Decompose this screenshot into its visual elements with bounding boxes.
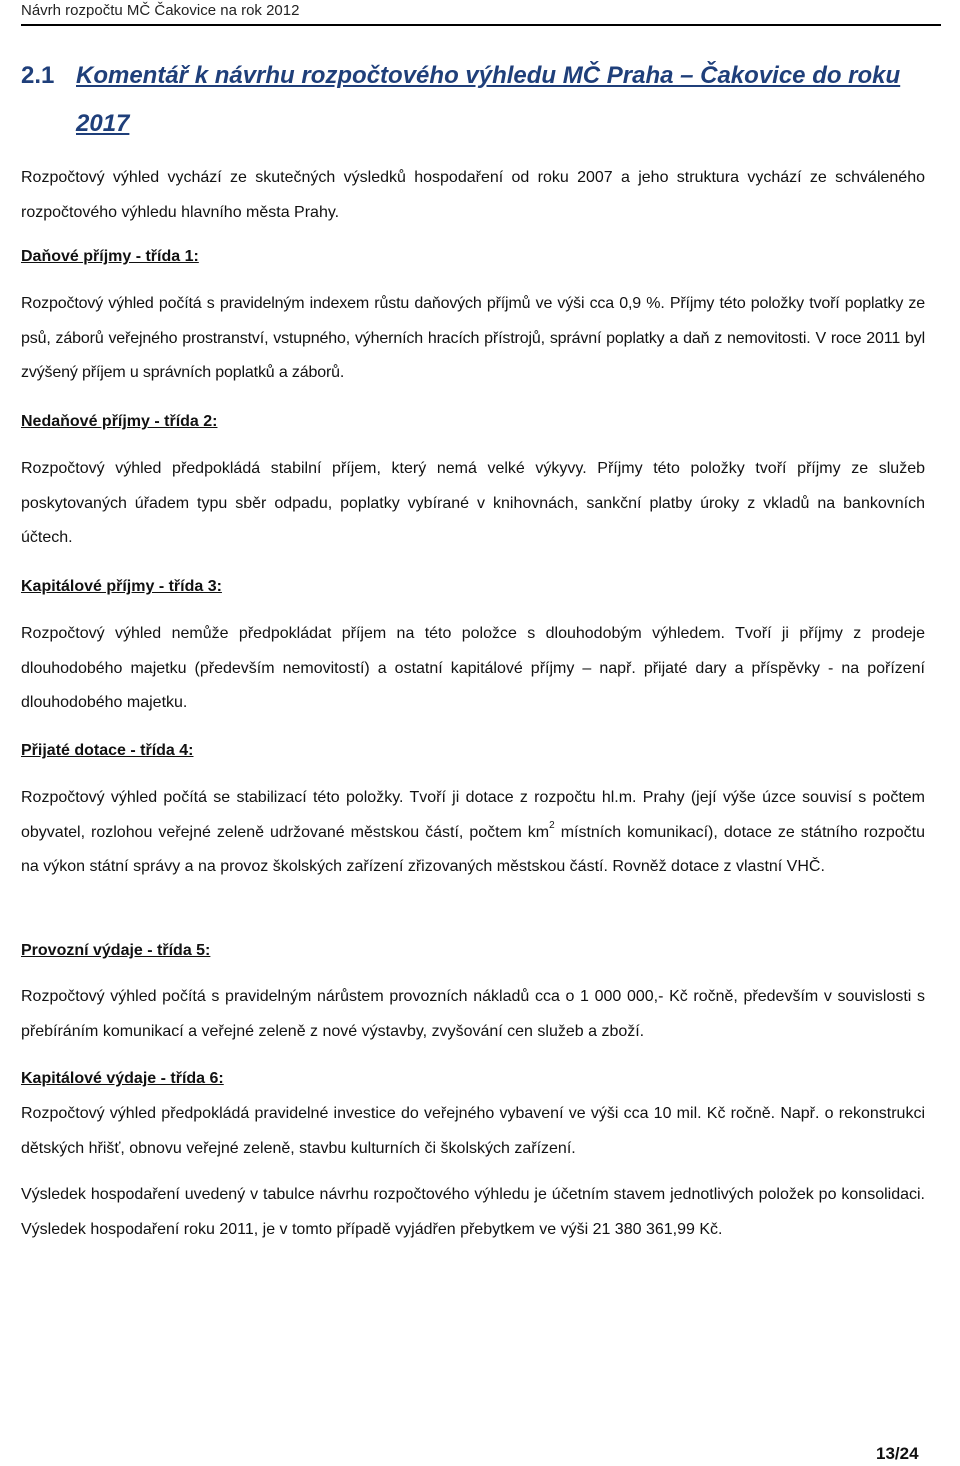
paragraph-nontax-revenue: Rozpočtový výhled předpokládá stabilní příjem, který nemá velké výkyvy. Příjmy této položky tvoří příjmy ze služeb poskytovaných úřadem typu sběr odpadu, poplatky vybírané v knihovnách, sankční platby úroky z vkladů na bankovních účtech. xyxy=(21,460,925,546)
heading-capital-revenue: Kapitálové příjmy - třída 3: xyxy=(21,578,222,595)
section-title-line1: Komentář k návrhu rozpočtového výhledu MČ Praha – Čakovice do roku xyxy=(76,62,901,89)
heading-operating-expenses: Provozní výdaje - třída 5: xyxy=(21,942,211,959)
grants-text-part1: Rozpočtový výhled počítá se stabilizací této položky. Tvoří ji dotace z rozpočtu hl.m. Prahy (její výše úzce souvisí s počtem obyvatel, rozlohou veřejné zeleně udržované městskou částí, počtem km xyxy=(21,789,925,841)
paragraph-operating-expenses: Rozpočtový výhled počítá s pravidelným nárůstem provozních nákladů cca o 1 000 000,- Kč ročně, především v souvislosti s přebíráním komunikací a veřejné zeleně z nové výstavby, zvyšování cen služeb a zboží. xyxy=(21,988,925,1040)
grants-superscript: 2 xyxy=(549,820,555,832)
page-number: 13/24 xyxy=(876,1444,919,1463)
paragraph-grants xyxy=(21,781,925,885)
heading-nontax-revenue: Nedaňové příjmy - třída 2: xyxy=(21,413,218,430)
paragraph-capital-expenses: Rozpočtový výhled předpokládá pravidelné investice do veřejného vybavení ve výši cca 10 mil. Kč ročně. Např. o rekonstrukci dětských hřišť, obnovu veřejné zeleně, stavbu kulturních či školských zařízení. xyxy=(21,1105,925,1157)
page-header xyxy=(21,0,941,25)
grants-text-part2: místních komunikací), dotace ze státního rozpočtu na výkon státní správy a na provoz školských zařízení zřizovaných městskou částí. Rovněž dotace z vlastní VHČ. xyxy=(21,823,925,875)
heading-tax-revenue: Daňové příjmy - třída 1: xyxy=(21,248,199,265)
heading-grants: Přijaté dotace - třída 4: xyxy=(21,742,194,759)
paragraph-tax-revenue: Rozpočtový výhled počítá s pravidelným indexem růstu daňových příjmů ve výši cca 0,9 %. Příjmy této položky tvoří poplatky ze psů, záborů veřejného prostranství, vstupného, výherních hracích přístrojů, správní poplatky a daň z nemovitosti. V roce 2011 byl zvýšený příjem u správních poplatků a záborů. xyxy=(21,295,925,381)
header-rule xyxy=(21,24,941,26)
paragraph-capital-revenue: Rozpočtový výhled nemůže předpokládat příjem na této položce s dlouhodobým výhledem. Tvoří ji příjmy z prodeje dlouhodobého majetku (především nemovitostí) a ostatní kapitálové příjmy – např. přijaté dary a příspěvky - na pořízení dlouhodobého majetku. xyxy=(21,625,925,711)
section-title-line2: 2017 xyxy=(76,110,130,137)
header-title: Návrh rozpočtu MČ Čakovice na rok 2012 xyxy=(21,2,300,19)
intro-paragraph: Rozpočtový výhled vychází ze skutečných výsledků hospodaření od roku 2007 a jeho struktura vychází ze schváleného rozpočtového výhledu hlavního města Prahy. xyxy=(21,169,925,221)
conclusion-paragraph: Výsledek hospodaření uvedený v tabulce návrhu rozpočtového výhledu je účetním stavem jednotlivých položek po konsolidaci. Výsledek hospodaření roku 2011, je v tomto případě vyjádřen přebytkem ve výši 21 380 361,99 Kč. xyxy=(21,1186,925,1238)
heading-capital-expenses: Kapitálové výdaje - třída 6: xyxy=(21,1070,224,1087)
section-number: 2.1 xyxy=(21,62,55,89)
